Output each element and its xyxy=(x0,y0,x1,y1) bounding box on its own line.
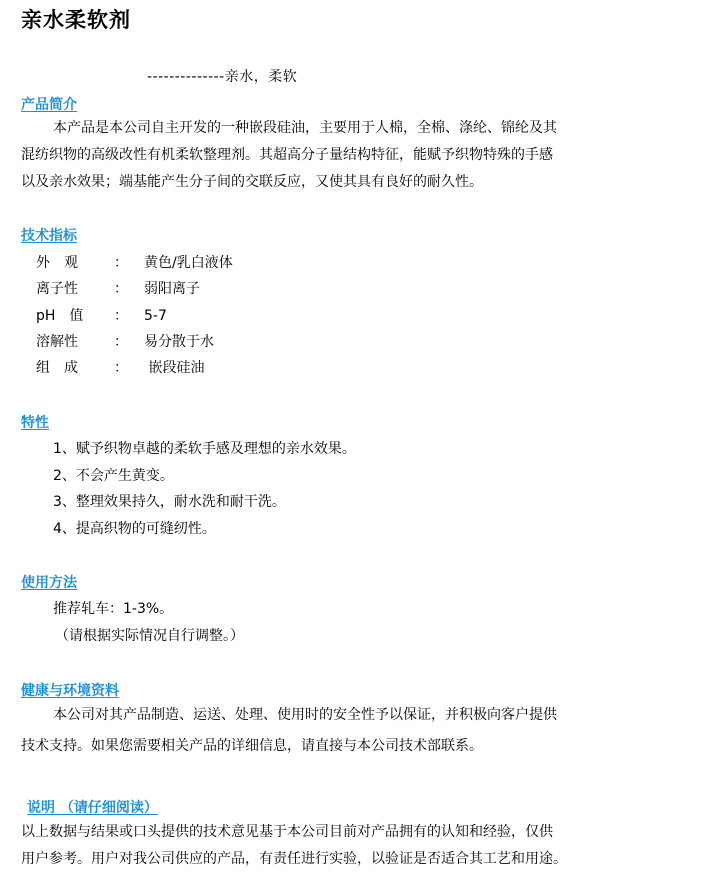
spec-value: 弱阳离子 xyxy=(144,281,200,297)
spec-key: 溶解性 xyxy=(36,334,78,350)
spec-colon: ： xyxy=(114,360,128,376)
health-heading: 健康与环境资料 xyxy=(21,683,119,699)
feature-item: 2、不会产生黄变。 xyxy=(53,468,174,484)
intro-line-2: 混纺织物的高级改性有机柔软整理剂。其超高分子量结构特征，能赋予织物特殊的手感 xyxy=(21,147,553,163)
document-title: 亲水柔软剂 xyxy=(21,8,131,32)
feature-item: 1、赋予织物卓越的柔软手感及理想的亲水效果。 xyxy=(53,441,356,457)
features-heading: 特性 xyxy=(21,415,49,431)
specs-heading: 技术指标 xyxy=(21,228,77,244)
spec-colon: ： xyxy=(114,281,128,297)
feature-item: 4、提高织物的可缝纫性。 xyxy=(53,521,216,537)
feature-item: 3、整理效果持久，耐水洗和耐干洗。 xyxy=(53,494,286,510)
spec-key: pH 值 xyxy=(36,308,84,324)
spec-row xyxy=(36,331,214,351)
health-line-2: 技术支持。如果您需要相关产品的详细信息，请直接与本公司技术部联系。 xyxy=(21,738,483,754)
spec-row xyxy=(36,357,204,377)
spec-key: 离子性 xyxy=(36,281,78,297)
note-line-1: 以上数据与结果或口头提供的技术意见基于本公司目前对产品拥有的认知和经验，仅供 xyxy=(21,824,553,840)
spec-colon: ： xyxy=(114,308,128,324)
note-line-2: 用户参考。用户对我公司供应的产品，有责任进行实验，以验证是否适合其工艺和用途。 xyxy=(21,851,567,867)
document-subtitle: --------------亲水，柔软 xyxy=(147,69,298,85)
spec-value: 易分散于水 xyxy=(144,334,214,350)
spec-row xyxy=(36,278,200,298)
spec-row xyxy=(36,305,167,325)
spec-colon: ： xyxy=(114,255,128,271)
intro-line-1: 本产品是本公司自主开发的一种嵌段硅油，主要用于人棉，全棉、涤纶、锦纶及其 xyxy=(53,120,557,136)
note-heading: 说明 （请仔细阅读） xyxy=(27,800,158,816)
intro-heading: 产品简介 xyxy=(21,97,77,113)
usage-line-2: （请根据实际情况自行调整。） xyxy=(55,628,244,644)
spec-value: 嵌段硅油 xyxy=(144,360,205,376)
usage-heading: 使用方法 xyxy=(21,575,77,591)
usage-line-1: 推荐轧车：1-3%。 xyxy=(53,601,174,617)
intro-line-3: 以及亲水效果；端基能产生分子间的交联反应，又使其具有良好的耐久性。 xyxy=(21,174,483,190)
spec-value: 黄色/乳白液体 xyxy=(144,255,233,271)
spec-value: 5-7 xyxy=(144,308,167,324)
spec-row xyxy=(36,252,233,272)
spec-key: 外 观 xyxy=(36,255,78,271)
spec-colon: ： xyxy=(114,334,128,350)
spec-key: 组 成 xyxy=(36,360,78,376)
health-line-1: 本公司对其产品制造、运送、处理、使用时的安全性予以保证，并积极向客户提供 xyxy=(53,707,557,723)
